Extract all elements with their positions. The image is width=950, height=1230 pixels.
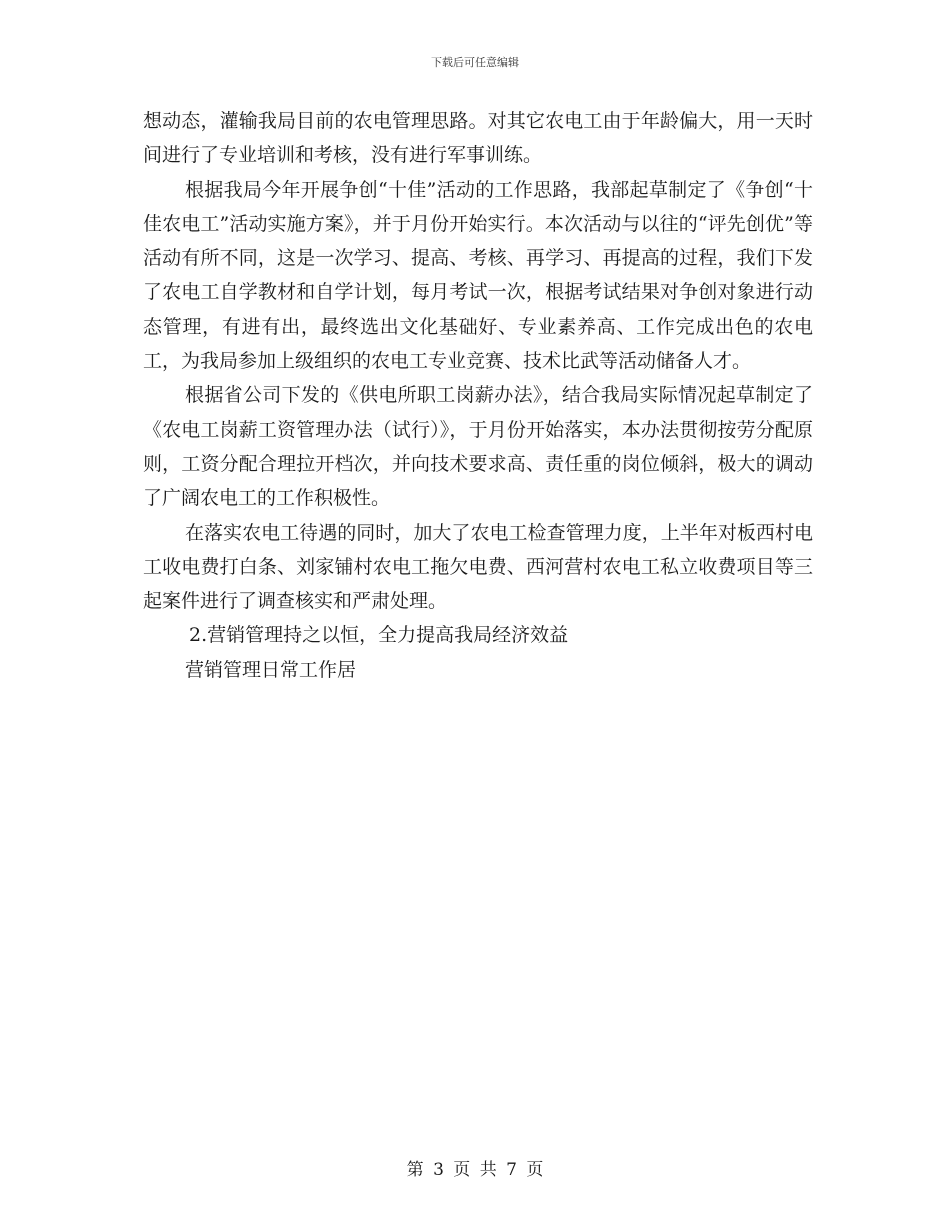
document-body bbox=[143, 104, 813, 687]
paragraph-1: 想动态，灌输我局目前的农电管理思路。对其它农电工由于年龄偏大，用一天时间进行了专业培训和考核，没有进行军事训练。 bbox=[143, 110, 813, 167]
paragraph-2: 根据我局今年开展争创“十佳”活动的工作思路，我部起草制定了《争创“十佳农电工”活动实施方案》，并于月份开始实行。本次活动与以往的“评先创优”等活动有所不同，这是一次学习、提高、考核、再学习、再提高的过程，我们下发了农电工自学教材和自学计划，每月考试一次，根据考试结果对争创对象进行动态管理，有进有出，最终选出文化基础好、专业素养高、工作完成出色的农电工，为我局参加上级组织的农电工专业竞赛、技术比武等活动储备人才。 bbox=[143, 178, 813, 373]
section-heading: 2.营销管理持之以恒，全力提高我局经济效益 bbox=[189, 624, 569, 647]
page-number: 第 3 页 共 7 页 bbox=[406, 1160, 544, 1180]
paragraph-5: 营销管理日常工作居 bbox=[185, 658, 357, 681]
paragraph-4: 在落实农电工待遇的同时，加大了农电工检查管理力度，上半年对板西村电工收电费打白条、刘家铺村农电工拖欠电费、西河营村农电工私立收费项目等三起案件进行了调查核实和严肃处理。 bbox=[143, 521, 813, 613]
paragraph-3: 根据省公司下发的《供电所职工岗薪办法》，结合我局实际情况起草制定了《农电工岗薪工资管理办法（试行）》，于月份开始落实，本办法贯彻按劳分配原则，工资分配合理拉开档次，并向技术要求高、责任重的岗位倾斜，极大的调动了广阔农电工的工作积极性。 bbox=[143, 384, 813, 510]
page-header: 下载后可任意编辑 bbox=[431, 56, 519, 69]
